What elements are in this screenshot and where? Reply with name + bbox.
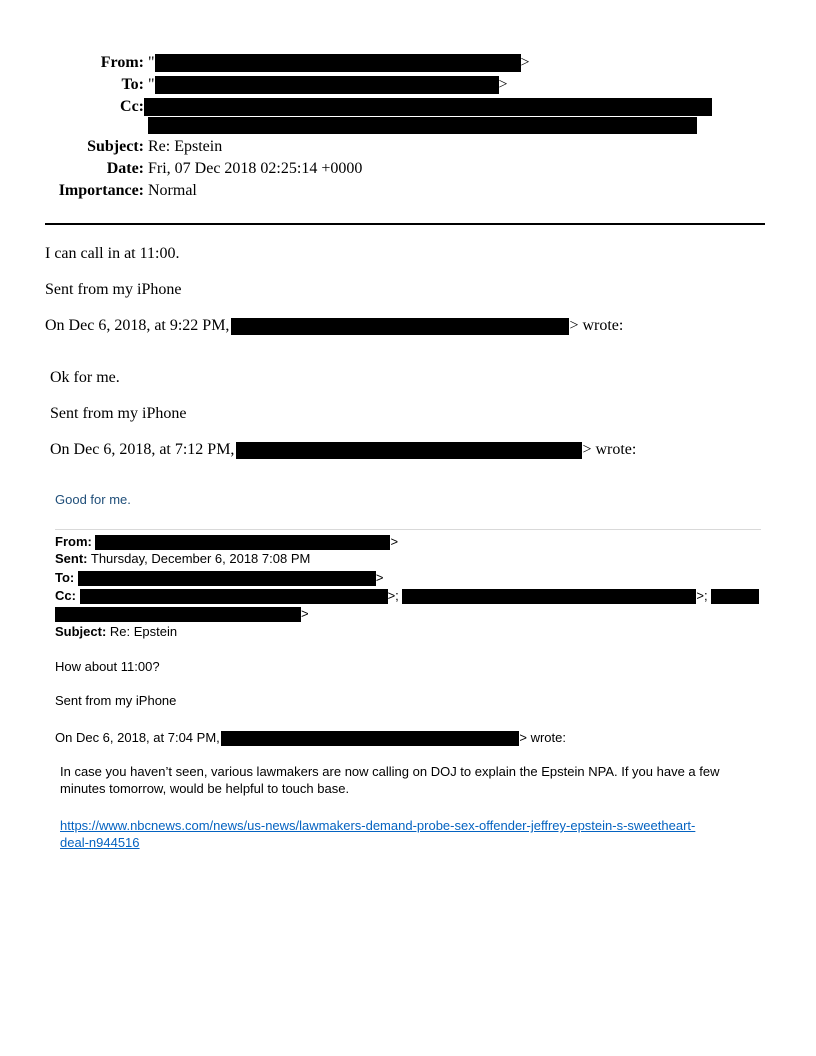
- forward-sent-value: Thursday, December 6, 2018 7:08 PM: [90, 551, 311, 566]
- forward-divider: [55, 529, 761, 530]
- redaction-block: [711, 589, 759, 604]
- reply1-body: I can call in at 11:00.: [45, 245, 180, 262]
- forward-sent-row: [55, 551, 310, 567]
- reply3-body: Good for me.: [55, 492, 131, 507]
- reply2-body: Ok for me.: [50, 369, 120, 386]
- redaction-block: [155, 76, 499, 94]
- forward-cc-label: Cc:: [55, 588, 76, 603]
- forward-to-suffix: >: [375, 570, 384, 585]
- reply2-attribution: [50, 441, 636, 459]
- redaction-block: [144, 98, 712, 116]
- header-to-suffix: >: [498, 76, 508, 93]
- redaction-block: [221, 731, 519, 746]
- header-subject-value: Re: Epstein: [148, 138, 223, 155]
- forward-sent-label: Sent:: [55, 551, 88, 566]
- forward-attribution: [55, 730, 566, 746]
- header-date-value: Fri, 07 Dec 2018 02:25:14 +0000: [148, 160, 363, 177]
- attribution-suffix: > wrote:: [582, 441, 637, 458]
- forward-from-label: From:: [55, 534, 92, 549]
- original-body-line2: minutes tomorrow, would be helpful to touch base.: [60, 781, 350, 796]
- forward-to-row: [55, 570, 383, 586]
- article-link-line2[interactable]: deal-n944516: [60, 835, 140, 850]
- forward-subject-row: [55, 624, 177, 640]
- forward-from-suffix: >: [390, 534, 399, 549]
- forward-cc-sep: >;: [696, 588, 708, 603]
- forward-from-row: [55, 534, 398, 550]
- redaction-block: [402, 589, 696, 604]
- attribution-prefix: On Dec 6, 2018, at 7:12 PM,: [50, 441, 235, 458]
- header-to-label: To:: [121, 76, 144, 93]
- redaction-block: [78, 571, 376, 586]
- header-divider: [45, 223, 765, 225]
- attribution-prefix: On Dec 6, 2018, at 9:22 PM,: [45, 317, 230, 334]
- reply2-signature: Sent from my iPhone: [50, 405, 187, 422]
- header-importance-label: Importance:: [58, 182, 144, 199]
- header-from-suffix: >: [520, 54, 530, 71]
- attribution-suffix: > wrote:: [569, 317, 624, 334]
- attribution-suffix: > wrote:: [519, 730, 566, 745]
- header-date-label: Date:: [106, 160, 144, 177]
- reply1-attribution: [45, 317, 623, 335]
- article-link-line1[interactable]: https://www.nbcnews.com/news/us-news/lawmakers-demand-probe-sex-offender-jeffrey-epstein-s-sweetheart-: [60, 818, 696, 833]
- header-to-prefix: ": [148, 76, 155, 93]
- header-subject-label: Subject:: [87, 138, 144, 155]
- forward-cc-continuation: [55, 606, 309, 622]
- redaction-block: [155, 54, 521, 72]
- original-body-line1: In case you haven’t seen, various lawmakers are now calling on DOJ to explain the Epstein NPA. If you have a few: [60, 764, 720, 779]
- redaction-block: [148, 117, 697, 134]
- reply1-signature: Sent from my iPhone: [45, 281, 182, 298]
- redaction-block: [80, 589, 388, 604]
- header-from-label: From:: [100, 54, 144, 71]
- redaction-block: [236, 442, 582, 459]
- forward-cc-row: [55, 588, 759, 604]
- forward-cc-suffix: >: [301, 606, 309, 621]
- redaction-block: [231, 318, 569, 335]
- forward-cc-sep: >;: [387, 588, 399, 603]
- forward-to-label: To:: [55, 570, 75, 585]
- forward-body: How about 11:00?: [55, 659, 160, 674]
- forward-signature: Sent from my iPhone: [55, 693, 177, 708]
- header-from-prefix: ": [148, 54, 155, 71]
- forward-subject-label: Subject:: [55, 624, 107, 639]
- header-importance-value: Normal: [148, 182, 197, 199]
- redaction-block: [55, 607, 301, 622]
- header-cc-label: Cc:: [120, 98, 144, 115]
- attribution-prefix: On Dec 6, 2018, at 7:04 PM,: [55, 730, 220, 745]
- forward-subject-value: Re: Epstein: [109, 624, 178, 639]
- redaction-block: [95, 535, 390, 550]
